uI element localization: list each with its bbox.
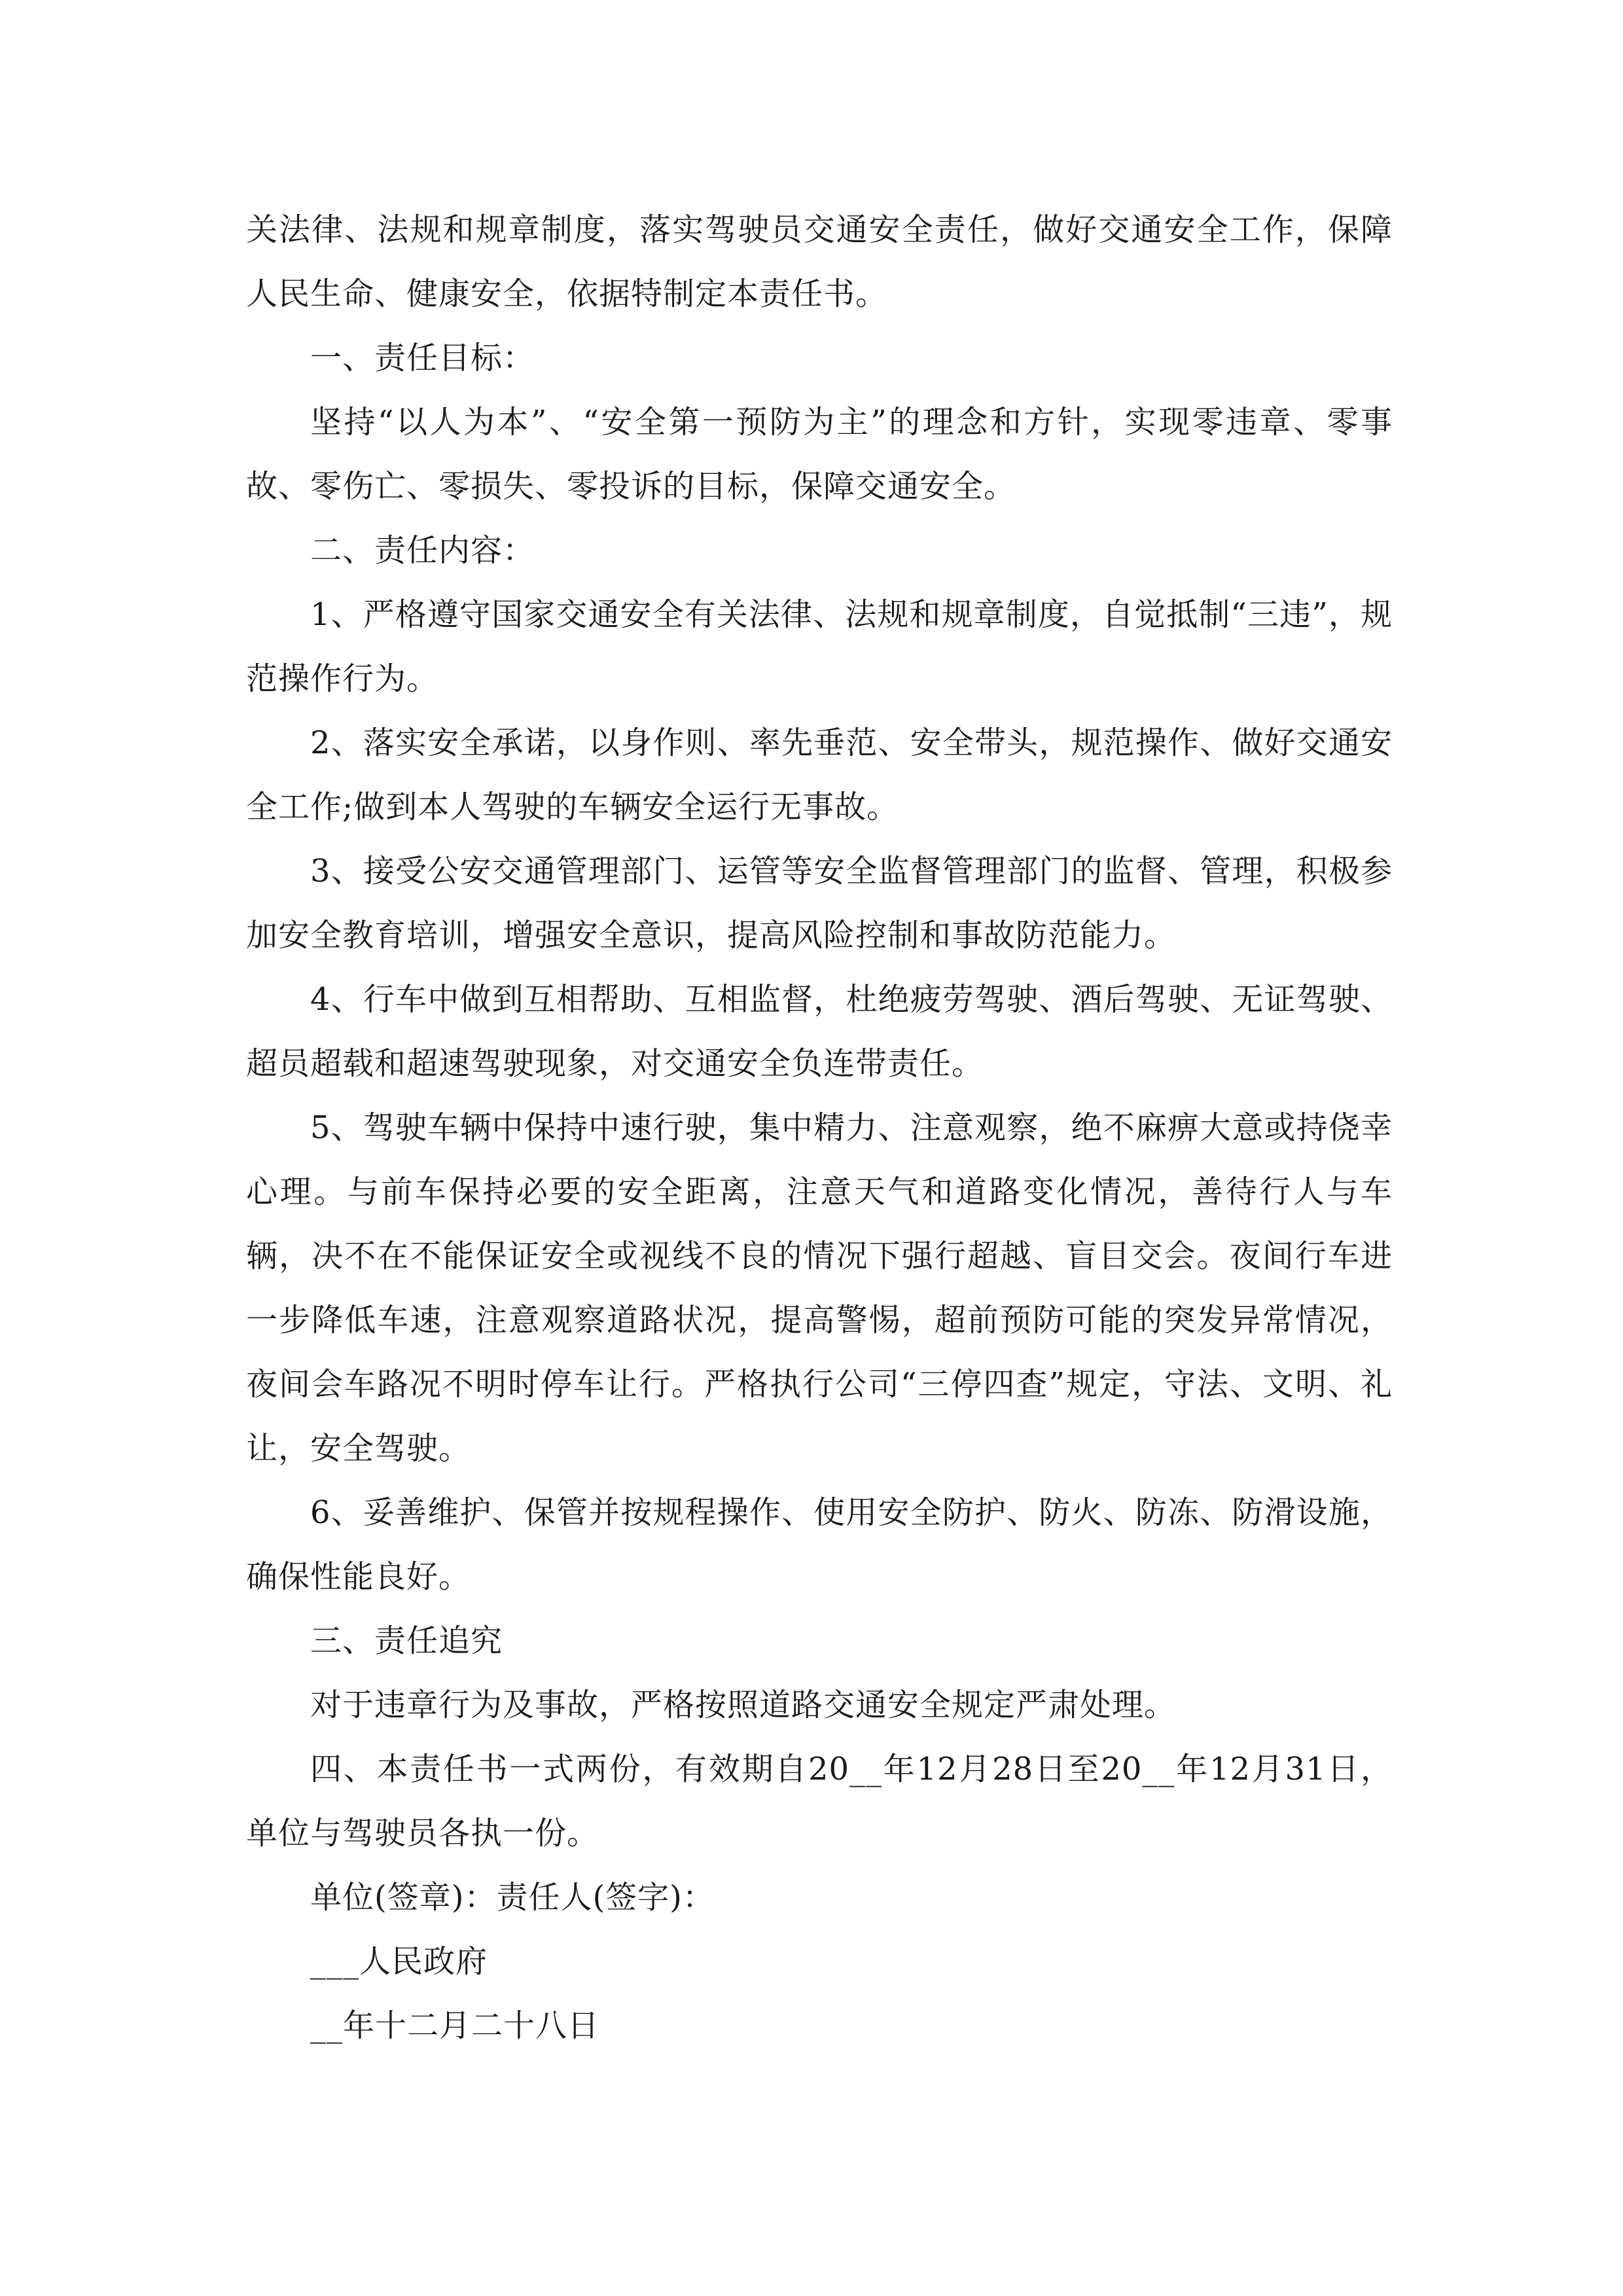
paragraph-item-3: 3、接受公安交通管理部门、运管等安全监督管理部门的监督、管理，积极参加安全教育培训，增强安全意识，提高风险控制和事故防范能力。 (246, 853, 1393, 954)
paragraph-validity: 四、本责任书一式两份，有效期自20__年12月28日至20__年12月31日，单位与驾驶员各执一份。 (246, 1751, 1393, 1852)
issuer-line: ___人民政府 (310, 1943, 488, 1980)
date-line: __年十二月二十八日 (310, 2007, 600, 2044)
paragraph-accountability: 对于违章行为及事故，严格按照道路交通安全规定严肃处理。 (310, 1687, 1177, 1723)
heading-responsibility-goal: 一、责任目标： (310, 340, 535, 376)
paragraph-item-2: 2、落实安全承诺，以身作则、率先垂范、安全带头，规范操作、做好交通安全工作;做到本人驾驶的车辆安全运行无事故。 (246, 725, 1393, 825)
document-body (246, 198, 1393, 2058)
paragraph-goal: 坚持“以人为本”、“安全第一预防为主”的理念和方针，实现零违章、零事故、零伤亡、零损失、零投诉的目标，保障交通安全。 (246, 404, 1393, 505)
paragraph-item-6: 6、妥善维护、保管并按规程操作、使用安全防护、防火、防冻、防滑设施，确保性能良好。 (246, 1494, 1393, 1595)
paragraph-item-5: 5、驾驶车辆中保持中速行驶，集中精力、注意观察，绝不麻痹大意或持侥幸心理。与前车保持必要的安全距离，注意天气和道路变化情况，善待行人与车辆，决不在不能保证安全或视线不良的情况下强行超越、盲目交会。夜间行车进一步降低车速，注意观察道路状况，提高警惕，超前预防可能的突发异常情况，夜间会车路况不明时停车让行。严格执行公司“三停四查”规定，守法、文明、礼让，安全驾驶。 (246, 1109, 1393, 1467)
paragraph-item-4: 4、行车中做到互相帮助、互相监督，杜绝疲劳驾驶、酒后驾驶、无证驾驶、超员超载和超速驾驶现象，对交通安全负连带责任。 (246, 981, 1393, 1082)
heading-responsibility-content: 二、责任内容： (310, 532, 535, 569)
paragraph-preamble-continuation: 关法律、法规和规章制度，落实驾驶员交通安全责任，做好交通安全工作，保障人民生命、健康安全，依据特制定本责任书。 (246, 211, 1393, 312)
signature-line: 单位(签章)：责任人(签字)： (310, 1879, 715, 1916)
heading-accountability: 三、责任追究 (310, 1623, 503, 1659)
paragraph-item-1: 1、严格遵守国家交通安全有关法律、法规和规章制度，自觉抵制“三违”，规范操作行为。 (246, 596, 1393, 697)
